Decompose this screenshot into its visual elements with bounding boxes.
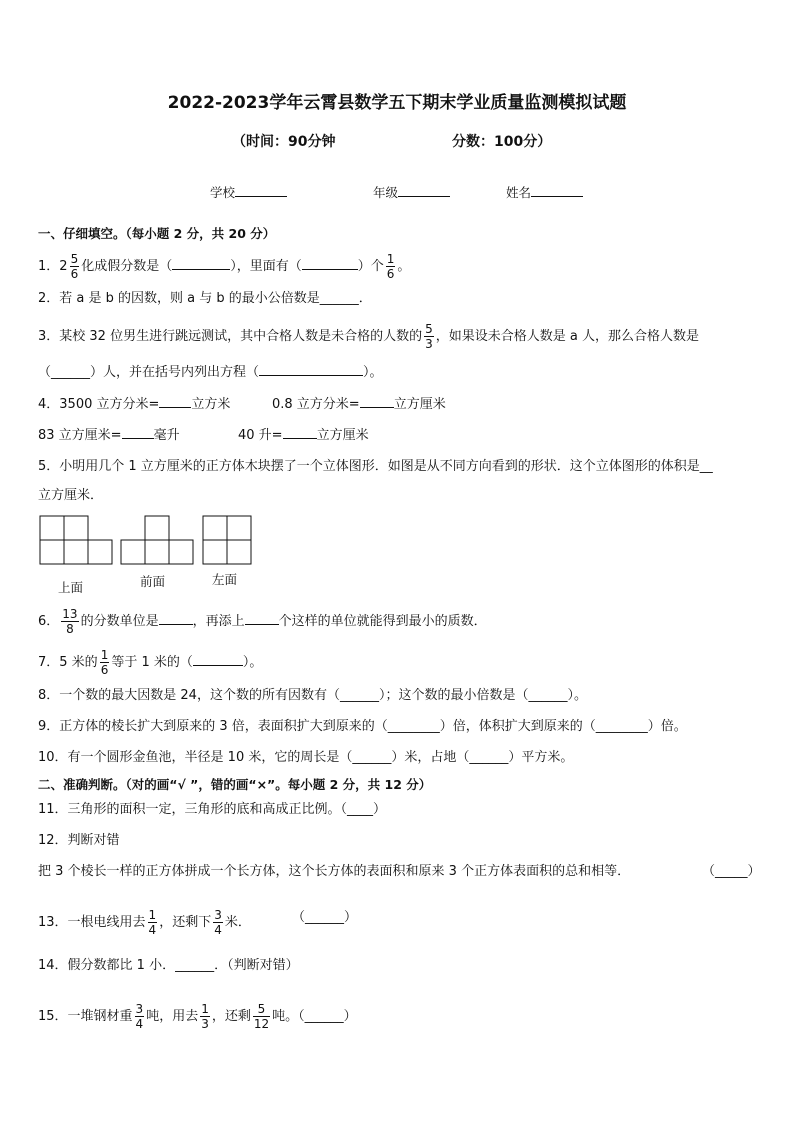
q1-number: 1． <box>38 259 60 274</box>
question-4c <box>38 425 180 446</box>
q13-denominator-1: 4 <box>148 923 157 937</box>
question-15 <box>38 1002 357 1031</box>
q13-text-1: 13．一根电线用去 <box>38 915 146 930</box>
q4c-blank <box>122 425 154 439</box>
q1-whole: 2 <box>59 259 68 274</box>
q4d-text: 40 升= <box>238 428 283 443</box>
question-8: 8．一个数的最大因数是 24，这个数的所有因数有（______）；这个数的最小倍数是（______）。 <box>38 688 587 703</box>
question-3-line2 <box>38 362 383 383</box>
score-label: 分数：100分） <box>452 134 552 150</box>
q3-text-1: 3．某校 32 位男生进行跳远测试，其中合格人数是未合格的人数的 <box>38 329 423 344</box>
q15-text-1: 15．一堆钢材重 <box>38 1009 133 1024</box>
q6-blank-2 <box>245 611 279 625</box>
q15-numerator-2: 1 <box>201 1002 209 1016</box>
school-field <box>210 183 287 201</box>
view-figures <box>38 512 258 574</box>
q6-text-1: 的分数单位是 <box>80 614 159 629</box>
q15-fraction-1 <box>135 1002 145 1031</box>
q13-denominator-2: 4 <box>214 923 222 937</box>
q6-text-3: 个这样的单位就能得到最小的质数． <box>278 614 487 629</box>
q4a-text: 4．3500 立方分米= <box>38 397 160 412</box>
grade-blank <box>398 183 450 197</box>
q1-denominator-2: 6 <box>386 267 395 281</box>
question-4a <box>38 394 230 415</box>
question-12-title: 12．判断对错 <box>38 833 120 848</box>
left-view-caption: 左面 <box>212 572 238 587</box>
q4b-text: 0.8 立方分米= <box>272 397 360 412</box>
q6-blank-1 <box>159 611 193 625</box>
q13-numerator-2: 3 <box>214 908 222 922</box>
q3-text-3: （______）人，并在括号内列出方程（ <box>38 365 260 380</box>
q1-text-1: 化成假分数是（ <box>81 259 173 274</box>
q13-numerator-1: 1 <box>148 908 157 922</box>
q3-equation-blank <box>259 362 363 376</box>
q1-fraction-2 <box>386 252 396 281</box>
school-blank <box>235 183 287 197</box>
q4c-unit: 毫升 <box>153 428 180 443</box>
page-title: 2022-2023学年云霄县数学五下期末学业质量监测模拟试题 <box>167 93 627 113</box>
q15-denominator-1: 4 <box>135 1017 144 1031</box>
q3-numerator: 5 <box>425 322 433 336</box>
q7-blank <box>193 652 243 666</box>
q6-number: 6． <box>38 614 60 629</box>
name-label: 姓名 <box>506 185 532 200</box>
question-2: 2．若 a 是 b 的因数，则 a 与 b 的最小公倍数是______． <box>38 291 372 306</box>
front-view-caption: 前面 <box>140 574 166 589</box>
q3-text-4: ）。 <box>363 365 383 380</box>
section2-heading: 二、准确判断。（对的画“√ ”，错的画“×”。每小题 2 分，共 12 分） <box>38 777 432 792</box>
q4a-blank <box>159 394 191 408</box>
q7-text-3: ）。 <box>242 655 263 670</box>
q1-blank-2 <box>302 256 358 270</box>
section1-heading: 一、仔细填空。（每小题 2 分，共 20 分） <box>38 226 276 241</box>
question-10: 10．有一个圆形金鱼池，半径是 10 米，它的周长是（______）米，占地（______）平方米。 <box>38 750 574 765</box>
q15-numerator-3: 5 <box>253 1002 270 1017</box>
question-4d <box>238 425 369 446</box>
question-12: 把 3 个棱长一样的正方体拼成一个长方体，这个长方体的表面积和原来 3 个正方体表面积的总和相等． <box>38 864 631 879</box>
question-7 <box>38 648 262 677</box>
q4b-blank <box>360 394 394 408</box>
q13-text-2: ，还剩下 <box>159 915 212 930</box>
time-label: （时间：90分钟 <box>232 134 336 150</box>
q15-fraction-2 <box>200 1002 210 1031</box>
question-13-blank: （______） <box>292 910 358 925</box>
q1-text-3: ）个 <box>357 259 384 274</box>
q15-text-4: 吨。（______） <box>272 1009 357 1024</box>
q1-blank-1 <box>172 256 230 270</box>
q3-fraction <box>424 322 434 351</box>
q13-fraction-1 <box>148 908 158 937</box>
q15-text-2: 吨，用去 <box>146 1009 199 1024</box>
grade-label: 年级 <box>373 185 399 200</box>
q15-denominator-3: 12 <box>253 1017 270 1031</box>
left-view-figure <box>203 516 251 564</box>
question-13 <box>38 908 251 937</box>
top-view-figure <box>40 516 112 564</box>
q15-text-3: ，还剩 <box>211 1009 251 1024</box>
q1-denominator: 6 <box>70 267 79 281</box>
q7-numerator: 1 <box>100 648 109 662</box>
q13-fraction-2 <box>213 908 223 937</box>
question-4b <box>272 394 446 415</box>
question-9: 9．正方体的棱长扩大到原来的 3 倍，表面积扩大到原来的（________）倍，体积扩大到原来的（________）倍。 <box>38 719 687 734</box>
q3-text-2: ，如果设未合格人数是 a 人，那么合格人数是 <box>435 329 699 344</box>
q1-fraction <box>70 252 80 281</box>
q6-numerator: 13 <box>62 607 78 621</box>
q1-numerator-2: 1 <box>386 252 395 266</box>
q4c-text: 83 立方厘米= <box>38 428 122 443</box>
question-3 <box>38 322 699 351</box>
q4b-unit: 立方厘米 <box>393 397 446 412</box>
q6-text-2: ，再添上 <box>192 614 245 629</box>
school-label: 学校 <box>210 185 236 200</box>
name-field <box>506 183 583 201</box>
q7-fraction <box>100 648 110 677</box>
name-blank <box>531 183 583 197</box>
q6-fraction <box>61 607 78 636</box>
q4d-blank <box>283 425 317 439</box>
q15-denominator-2: 3 <box>201 1017 209 1031</box>
q15-numerator-1: 3 <box>135 1002 144 1016</box>
q1-numerator: 5 <box>70 252 79 266</box>
question-12-blank: （_____） <box>702 864 761 879</box>
q1-text-2: ），里面有（ <box>230 259 302 274</box>
question-11: 11．三角形的面积一定，三角形的底和高成正比例。（____） <box>38 802 387 817</box>
q7-text-2: 等于 1 米的（ <box>111 655 193 670</box>
question-5: 5．小明用几个 1 立方厘米的正方体木块摆了一个立体图形．如图是从不同方向看到的形状．这个立体图形的体积是__ <box>38 459 713 474</box>
question-5-line2: 立方厘米． <box>38 488 104 503</box>
q4d-unit: 立方厘米 <box>316 428 369 443</box>
grade-field <box>373 183 450 201</box>
q7-text-1: 7．5 米的 <box>38 655 98 670</box>
question-1 <box>38 252 410 281</box>
q6-denominator: 8 <box>66 622 74 636</box>
question-6 <box>38 607 487 636</box>
front-view-figure <box>121 516 193 564</box>
question-14: 14．假分数都比 1 小．______．（判断对错） <box>38 958 299 973</box>
q3-denominator: 3 <box>425 337 433 351</box>
top-view-caption: 上面 <box>58 580 84 595</box>
q7-denominator: 6 <box>100 663 109 677</box>
q1-text-4: 。 <box>397 259 411 274</box>
q15-fraction-3 <box>253 1002 270 1031</box>
q13-text-3: 米． <box>224 915 251 930</box>
q4a-unit: 立方米 <box>191 397 231 412</box>
